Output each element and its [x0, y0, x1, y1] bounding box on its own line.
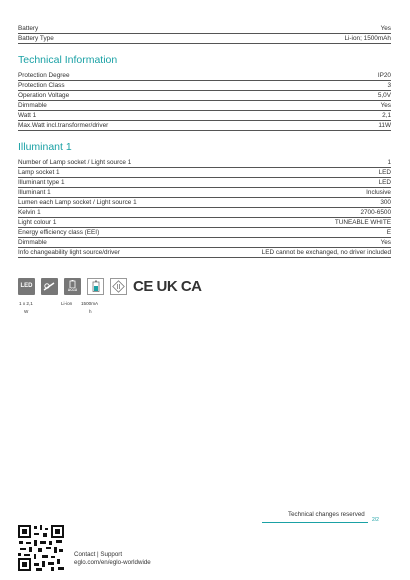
contact-block — [74, 551, 151, 567]
table-row — [18, 121, 391, 131]
row-label: Kelvin 1 — [18, 209, 41, 216]
row-label: Watt 1 — [18, 112, 37, 119]
row-value: Inclusive — [366, 189, 391, 196]
technical-heading: Technical Information — [18, 54, 118, 66]
table-row — [18, 24, 391, 34]
caption-mah-unit: h — [89, 309, 92, 314]
table-row — [18, 101, 391, 111]
row-value: LED — [378, 179, 391, 186]
row-value: 2,1 — [382, 112, 391, 119]
row-label: Illuminant 1 — [18, 189, 51, 196]
row-label: Protection Class — [18, 82, 65, 89]
protection-class-3-icon — [110, 278, 127, 295]
caption-liion: Li-ion — [61, 301, 73, 306]
contact-support-label: Contact | Support — [74, 551, 123, 558]
table-row — [18, 248, 391, 258]
row-label: Protection Degree — [18, 72, 70, 79]
row-label: Battery — [18, 25, 39, 32]
caption-watt: 1 x 2,1 — [19, 301, 33, 306]
row-value: TUNEABLE WHITE — [334, 219, 391, 226]
table-row — [18, 158, 391, 168]
table-row — [18, 168, 391, 178]
row-value: Yes — [380, 25, 391, 32]
illuminant-heading: Illuminant 1 — [18, 141, 72, 153]
illuminant-table — [18, 158, 391, 258]
row-value: 2700-6500 — [360, 209, 391, 216]
row-value: 11W — [378, 122, 391, 129]
technical-table — [18, 71, 391, 131]
row-value: 3 — [387, 82, 391, 89]
row-label: Energy efficiency class (EEI) — [18, 229, 100, 236]
table-row — [18, 188, 391, 198]
icon-captions — [18, 300, 391, 320]
table-row — [18, 71, 391, 81]
table-row — [18, 208, 391, 218]
row-label: Info changeability light source/driver — [18, 249, 120, 256]
ce-ukca-marks: CE UK CA — [133, 277, 202, 295]
battery-table — [18, 24, 391, 44]
row-label: Battery Type — [18, 35, 54, 42]
table-row — [18, 34, 391, 44]
battery-accu-icon: ACCU — [64, 278, 81, 295]
datasheet-page — [18, 24, 391, 320]
row-value: 5,0V — [377, 92, 391, 99]
row-value: 300 — [380, 199, 391, 206]
caption-watt-unit: W — [24, 309, 29, 314]
row-value: LED — [378, 169, 391, 176]
table-row — [18, 91, 391, 101]
battery-capacity-icon — [87, 278, 104, 295]
row-label: Operation Voltage — [18, 92, 70, 99]
row-label: Dimmable — [18, 239, 47, 246]
row-value: E — [386, 229, 391, 236]
contact-url[interactable]: eglo.com/en/eglo-worldwide — [74, 559, 151, 566]
row-value: LED cannot be exchanged, no driver included — [261, 249, 391, 256]
row-label: Dimmable — [18, 102, 47, 109]
row-value: Li-ion; 1500mAh — [344, 35, 391, 42]
row-value: 1 — [387, 159, 391, 166]
row-value: Yes — [380, 102, 391, 109]
row-label: Illuminant type 1 — [18, 179, 65, 186]
row-label: Lamp socket 1 — [18, 169, 60, 176]
qr-code-icon — [18, 525, 64, 571]
dimmable-icon — [41, 278, 58, 295]
row-value: Yes — [380, 239, 391, 246]
caption-mah: 1500mA — [81, 301, 99, 306]
product-icons — [18, 272, 391, 300]
row-label: Number of Lamp socket / Light source 1 — [18, 159, 132, 166]
table-row — [18, 238, 391, 248]
table-row — [18, 111, 391, 121]
row-label: Lumen each Lamp socket / Light source 1 — [18, 199, 137, 206]
footer-divider — [262, 522, 368, 523]
page-number: 2/2 — [372, 517, 379, 523]
table-row — [18, 178, 391, 188]
row-value: IP20 — [377, 72, 391, 79]
led-icon: LED — [18, 278, 35, 295]
technical-changes-note: Technical changes reserved — [288, 511, 365, 518]
table-row — [18, 81, 391, 91]
table-row — [18, 228, 391, 238]
row-label: Max.Watt incl.transformer/driver — [18, 122, 109, 129]
row-label: Light colour 1 — [18, 219, 57, 226]
table-row — [18, 198, 391, 208]
table-row — [18, 218, 391, 228]
